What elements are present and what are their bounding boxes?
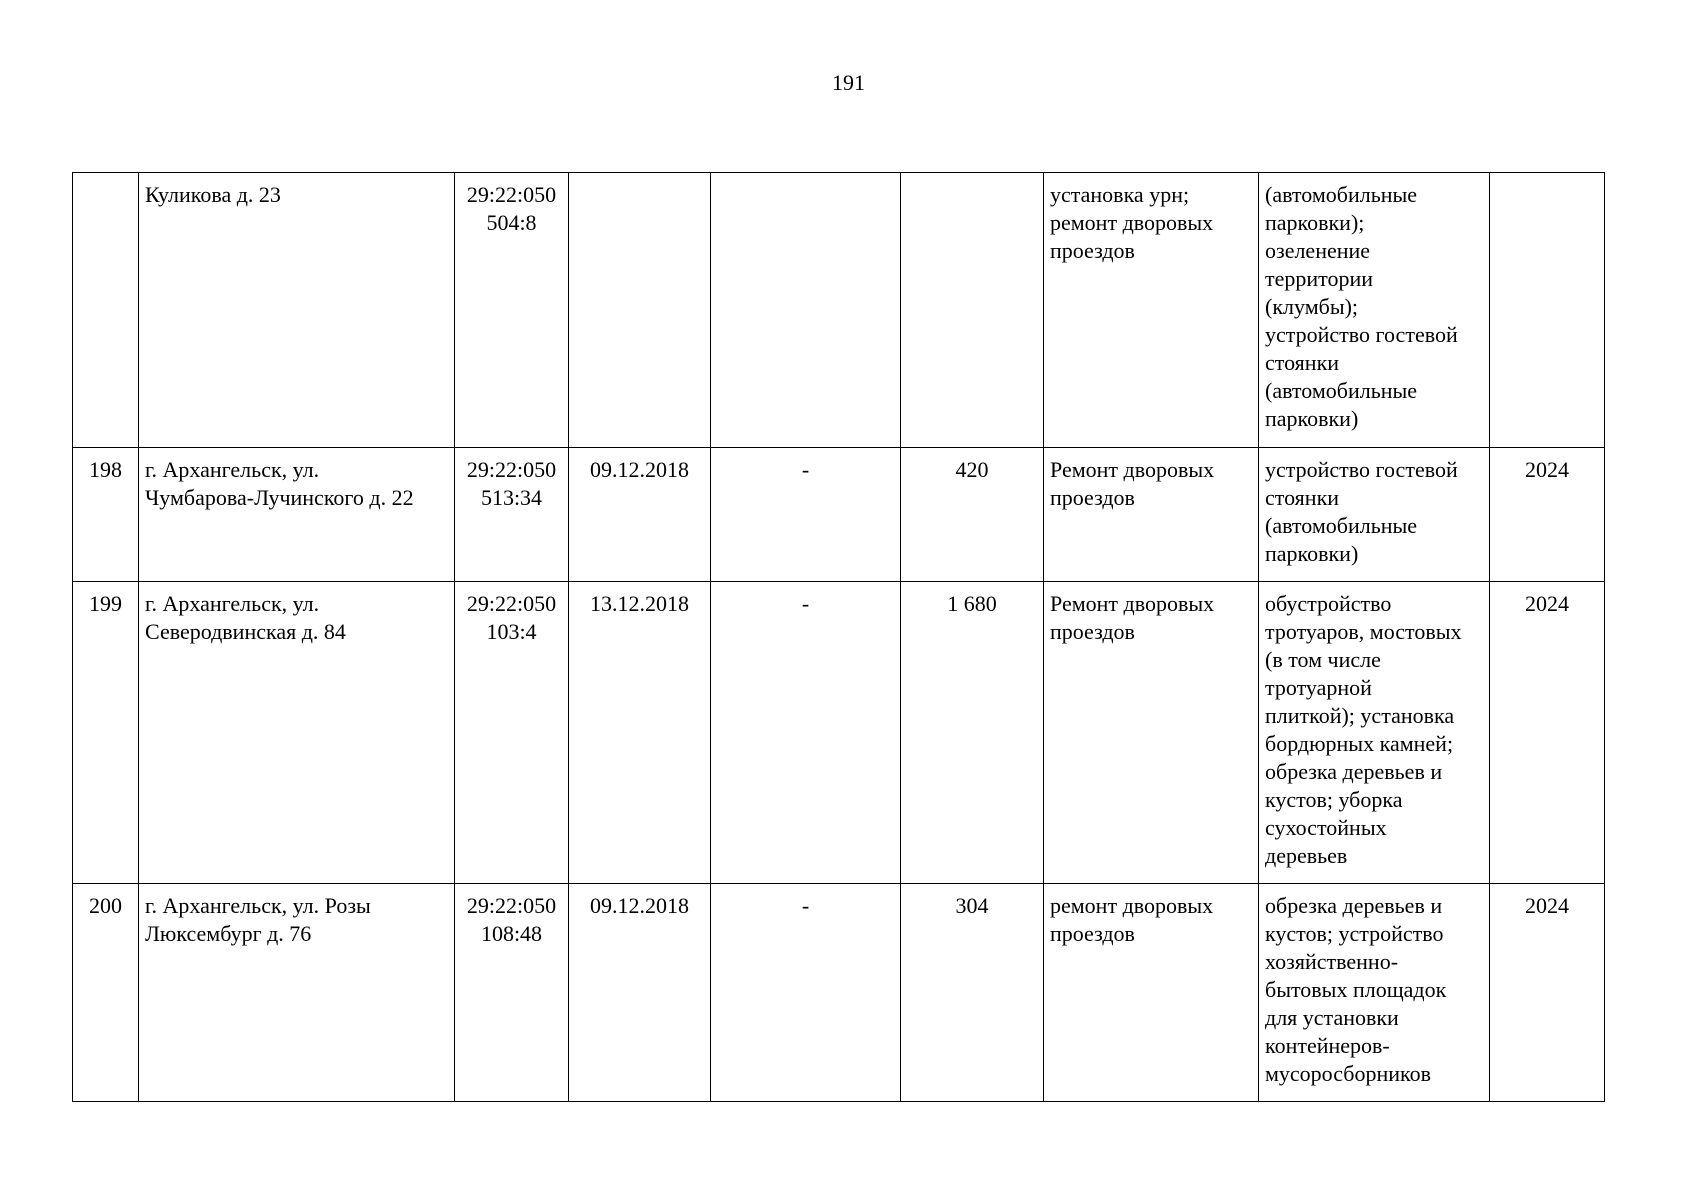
cadastral-number-cell: 29:22:050 513:34 bbox=[455, 448, 569, 582]
area-cell: 304 bbox=[901, 884, 1044, 1102]
dash-cell: - bbox=[711, 884, 901, 1102]
page-number: 191 bbox=[832, 70, 865, 95]
date-cell bbox=[569, 173, 711, 448]
date-cell: 09.12.2018 bbox=[569, 448, 711, 582]
dash-cell: - bbox=[711, 448, 901, 582]
table-row bbox=[73, 448, 1605, 582]
cadastral-number-cell: 29:22:050 108:48 bbox=[455, 884, 569, 1102]
year-cell: 2024 bbox=[1490, 448, 1605, 582]
date-cell: 09.12.2018 bbox=[569, 884, 711, 1102]
address-cell: г. Архангельск, ул. Чумбарова-Лучинского д. 22 bbox=[139, 448, 455, 582]
required-works-cell: Ремонт дворовых проездов bbox=[1044, 582, 1259, 884]
year-cell: 2024 bbox=[1490, 884, 1605, 1102]
cadastral-number-cell: 29:22:050 504:8 bbox=[455, 173, 569, 448]
table-row bbox=[73, 582, 1605, 884]
dash-cell bbox=[711, 173, 901, 448]
additional-works-cell: обустройство тротуаров, мостовых (в том числе тротуарной плиткой); установка бордюрных камней; обрезка деревьев и кустов; уборка сухостойных деревьев bbox=[1259, 582, 1490, 884]
additional-works-cell: обрезка деревьев и кустов; устройство хозяйственно- бытовых площадок для установки контейнеров- мусоросборников bbox=[1259, 884, 1490, 1102]
year-cell: 2024 bbox=[1490, 582, 1605, 884]
address-cell: г. Архангельск, ул. Северодвинская д. 84 bbox=[139, 582, 455, 884]
additional-works-cell: устройство гостевой стоянки (автомобильные парковки) bbox=[1259, 448, 1490, 582]
address-cell: г. Архангельск, ул. Розы Люксембург д. 76 bbox=[139, 884, 455, 1102]
required-works-cell: Ремонт дворовых проездов bbox=[1044, 448, 1259, 582]
dash-cell: - bbox=[711, 582, 901, 884]
row-number: 199 bbox=[73, 582, 139, 884]
row-number bbox=[73, 173, 139, 448]
address-cell: Куликова д. 23 bbox=[139, 173, 455, 448]
additional-works-cell: (автомобильные парковки); озеленение территории (клумбы); устройство гостевой стоянки (автомобильные парковки) bbox=[1259, 173, 1490, 448]
year-cell bbox=[1490, 173, 1605, 448]
date-cell: 13.12.2018 bbox=[569, 582, 711, 884]
cadastral-number-cell: 29:22:050 103:4 bbox=[455, 582, 569, 884]
required-works-cell: ремонт дворовых проездов bbox=[1044, 884, 1259, 1102]
row-number: 198 bbox=[73, 448, 139, 582]
area-cell: 1 680 bbox=[901, 582, 1044, 884]
area-cell: 420 bbox=[901, 448, 1044, 582]
required-works-cell: установка урн; ремонт дворовых проездов bbox=[1044, 173, 1259, 448]
improvement-table bbox=[72, 172, 1605, 1102]
table-row bbox=[73, 884, 1605, 1102]
area-cell bbox=[901, 173, 1044, 448]
table-row bbox=[73, 173, 1605, 448]
row-number: 200 bbox=[73, 884, 139, 1102]
